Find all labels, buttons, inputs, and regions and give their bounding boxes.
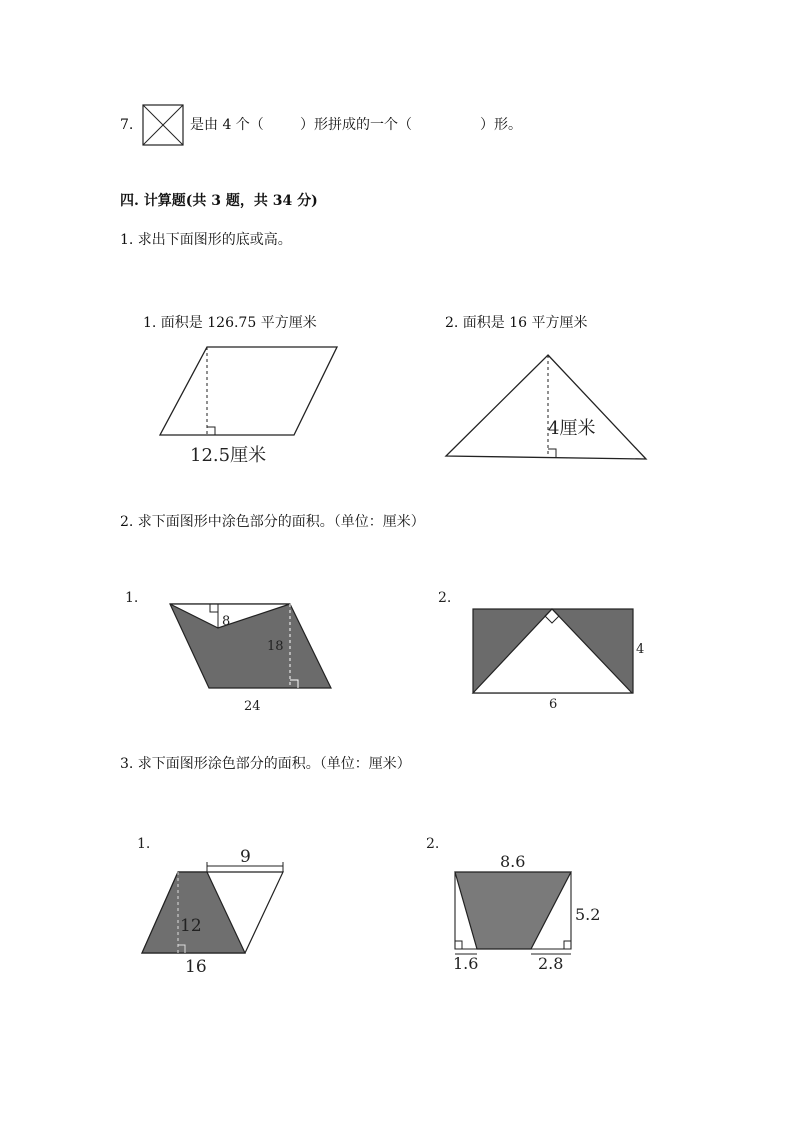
label-9: 9	[240, 847, 251, 867]
problem-2-title: 2. 求下面图形中涂色部分的面积。（单位：厘米）	[120, 514, 425, 530]
label-1-6: 1.6	[453, 954, 479, 973]
q7-text-part2: ）形拼成的一个（	[300, 117, 412, 133]
fig-number: 1.	[137, 836, 151, 852]
label-12: 12	[180, 916, 202, 936]
fig-number: 2.	[438, 590, 452, 606]
shaded-trapezoid-figure	[420, 832, 610, 980]
fig-number: 1.	[125, 590, 139, 606]
triangle-height-label: 4厘米	[548, 418, 596, 439]
section-title: 四. 计算题(共 3 题，共 34 分)	[120, 193, 318, 209]
shaded-parallelogram-figure	[120, 586, 350, 716]
q7-text-part1: 是由 4 个（	[190, 117, 264, 133]
shaded-rectangle-figure	[430, 586, 650, 716]
shaded-trapezoid-in-parallelogram-figure	[130, 832, 300, 980]
label-6: 6	[549, 697, 558, 712]
parallelogram-figure	[150, 338, 350, 470]
parallelogram-base-label: 12.5厘米	[190, 445, 267, 466]
label-8-6: 8.6	[500, 852, 526, 871]
label-4: 4	[636, 642, 645, 657]
square-with-diagonals-icon	[142, 104, 184, 146]
label-24: 24	[244, 699, 261, 714]
q7-text-part3: ）形。	[480, 117, 522, 133]
problem-1-title: 1. 求出下面图形的底或高。	[120, 232, 292, 248]
triangle-figure	[436, 346, 652, 468]
label-18: 18	[267, 639, 284, 654]
label-2-8: 2.8	[538, 954, 564, 973]
label-16: 16	[185, 957, 207, 977]
problem-1-fig2-caption: 2. 面积是 16 平方厘米	[445, 315, 588, 331]
q7-number: 7.	[120, 117, 134, 133]
problem-1-fig1-caption: 1. 面积是 126.75 平方厘米	[143, 315, 317, 331]
label-5-2: 5.2	[575, 905, 601, 924]
fig-number: 2.	[426, 836, 440, 852]
label-8: 8	[222, 614, 231, 629]
problem-3-title: 3. 求下面图形涂色部分的面积。（单位：厘米）	[120, 756, 411, 772]
